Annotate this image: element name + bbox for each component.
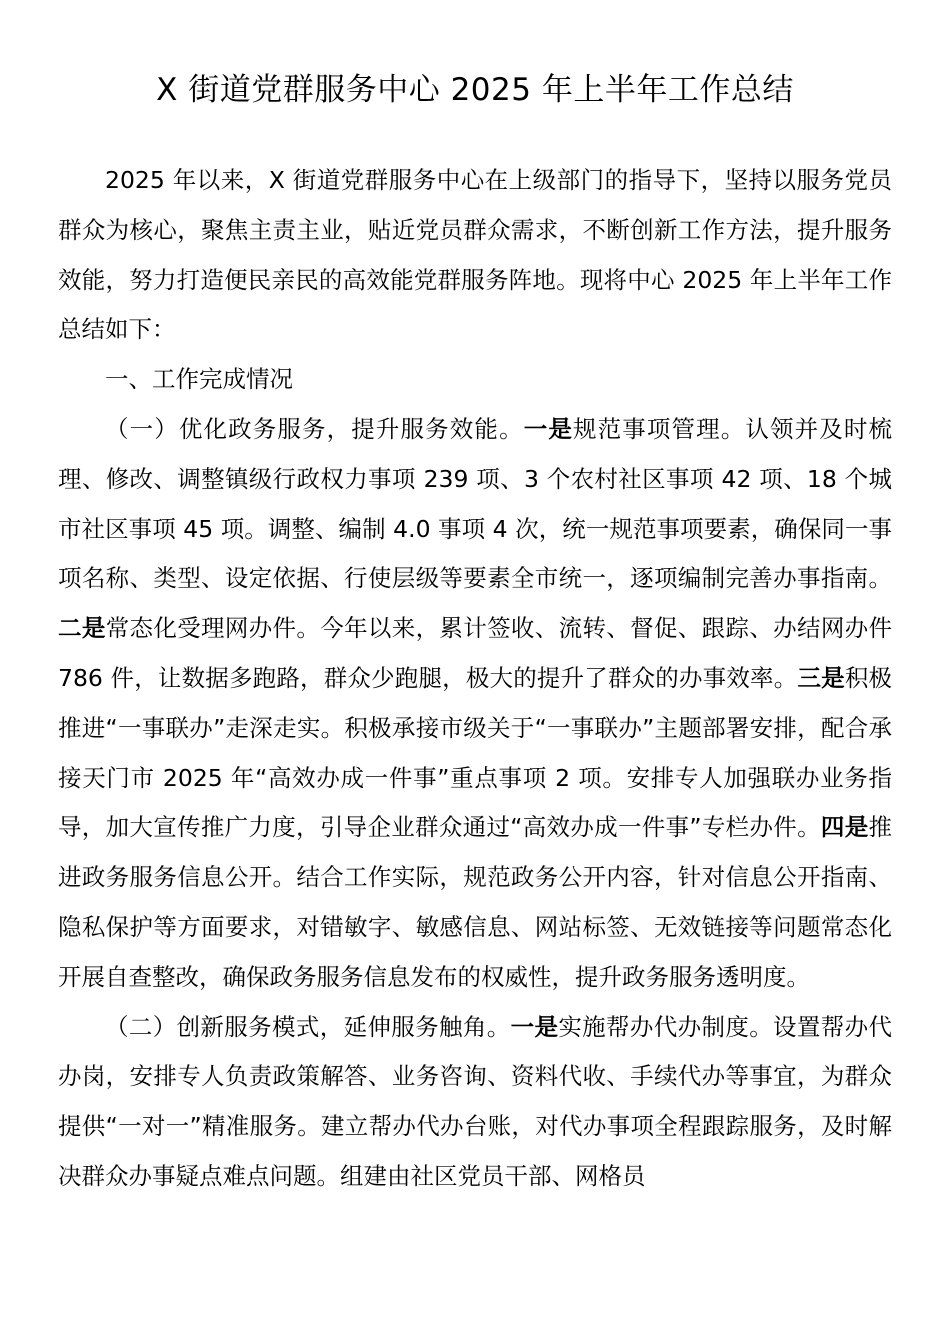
intro-paragraph: 2025 年以来，X 街道党群服务中心在上级部门的指导下，坚持以服务党员群众为核心，聚焦主责主业，贴近党员群众需求，不断创新工作方法，提升服务效能，努力打造便民亲民的高效能党群服务阵地。现将中心 2025 年上半年工作总结如下： bbox=[58, 166, 892, 344]
section-heading-work-status: 一、工作完成情况 bbox=[105, 365, 293, 394]
part1-paragraph bbox=[58, 405, 892, 1003]
part1-marker-1: 一是 bbox=[523, 414, 573, 443]
document-title: X 街道党群服务中心 2025 年上半年工作总结 bbox=[156, 72, 794, 108]
part1-marker-4: 四是 bbox=[820, 813, 869, 842]
part1-heading: （一）优化政务服务，提升服务效能。 bbox=[105, 414, 524, 443]
part2-paragraph bbox=[58, 1003, 892, 1202]
part2-text-1: 实施帮办代办制度。设置帮办代办岗，安排专人负责政策解答、业务咨询、资料代收、手续代办等事宜，为群众提供“一对一”精准服务。建立帮办代办台账，对代办事项全程跟踪服务，及时解决群众办事疑点难点问题。组建由社区党员干部、网格员 bbox=[58, 1012, 892, 1190]
part1-marker-2: 二是 bbox=[58, 614, 106, 643]
part1-marker-3: 三是 bbox=[797, 663, 845, 692]
part1-text-4: 推进政务服务信息公开。结合工作实际，规范政务公开内容，针对信息公开指南、隐私保护等方面要求，对错敏字、敏感信息、网站标签、无效链接等问题常态化开展自查整改，确保政务服务信息发布的权威性，提升政务服务透明度。 bbox=[58, 813, 892, 991]
part1-text-3: 积极推进“一事联办”走深走实。积极承接市级关于“一事联办”主题部署安排，配合承接天门市 2025 年“高效办成一件事”重点事项 2 项。安排专人加强联办业务指导，加大宣传推广力度，引导企业群众通过“高效办成一件事”专栏办件。 bbox=[58, 663, 892, 842]
part2-marker-1: 一是 bbox=[510, 1012, 559, 1041]
part1-text-2: 常态化受理网办件。今年以来，累计签收、流转、督促、跟踪、办结网办件 786 件，让数据多跑路，群众少跑腿，极大的提升了群众的办事效率。 bbox=[58, 614, 893, 692]
document-page bbox=[58, 66, 892, 1202]
part1-text-1: 规范事项管理。认领并及时梳理、修改、调整镇级行政权力事项 239 项、3 个农村社区事项 42 项、18 个城市社区事项 45 项。调整、编制 4.0 事项 4 次，统一规范事项要素，确保同一事项名称、类型、设定依据、行使层级等要素全市统一，逐项编制完善办事指南。 bbox=[58, 414, 893, 593]
part2-heading: （二）创新服务模式，延伸服务触角。 bbox=[105, 1012, 511, 1041]
